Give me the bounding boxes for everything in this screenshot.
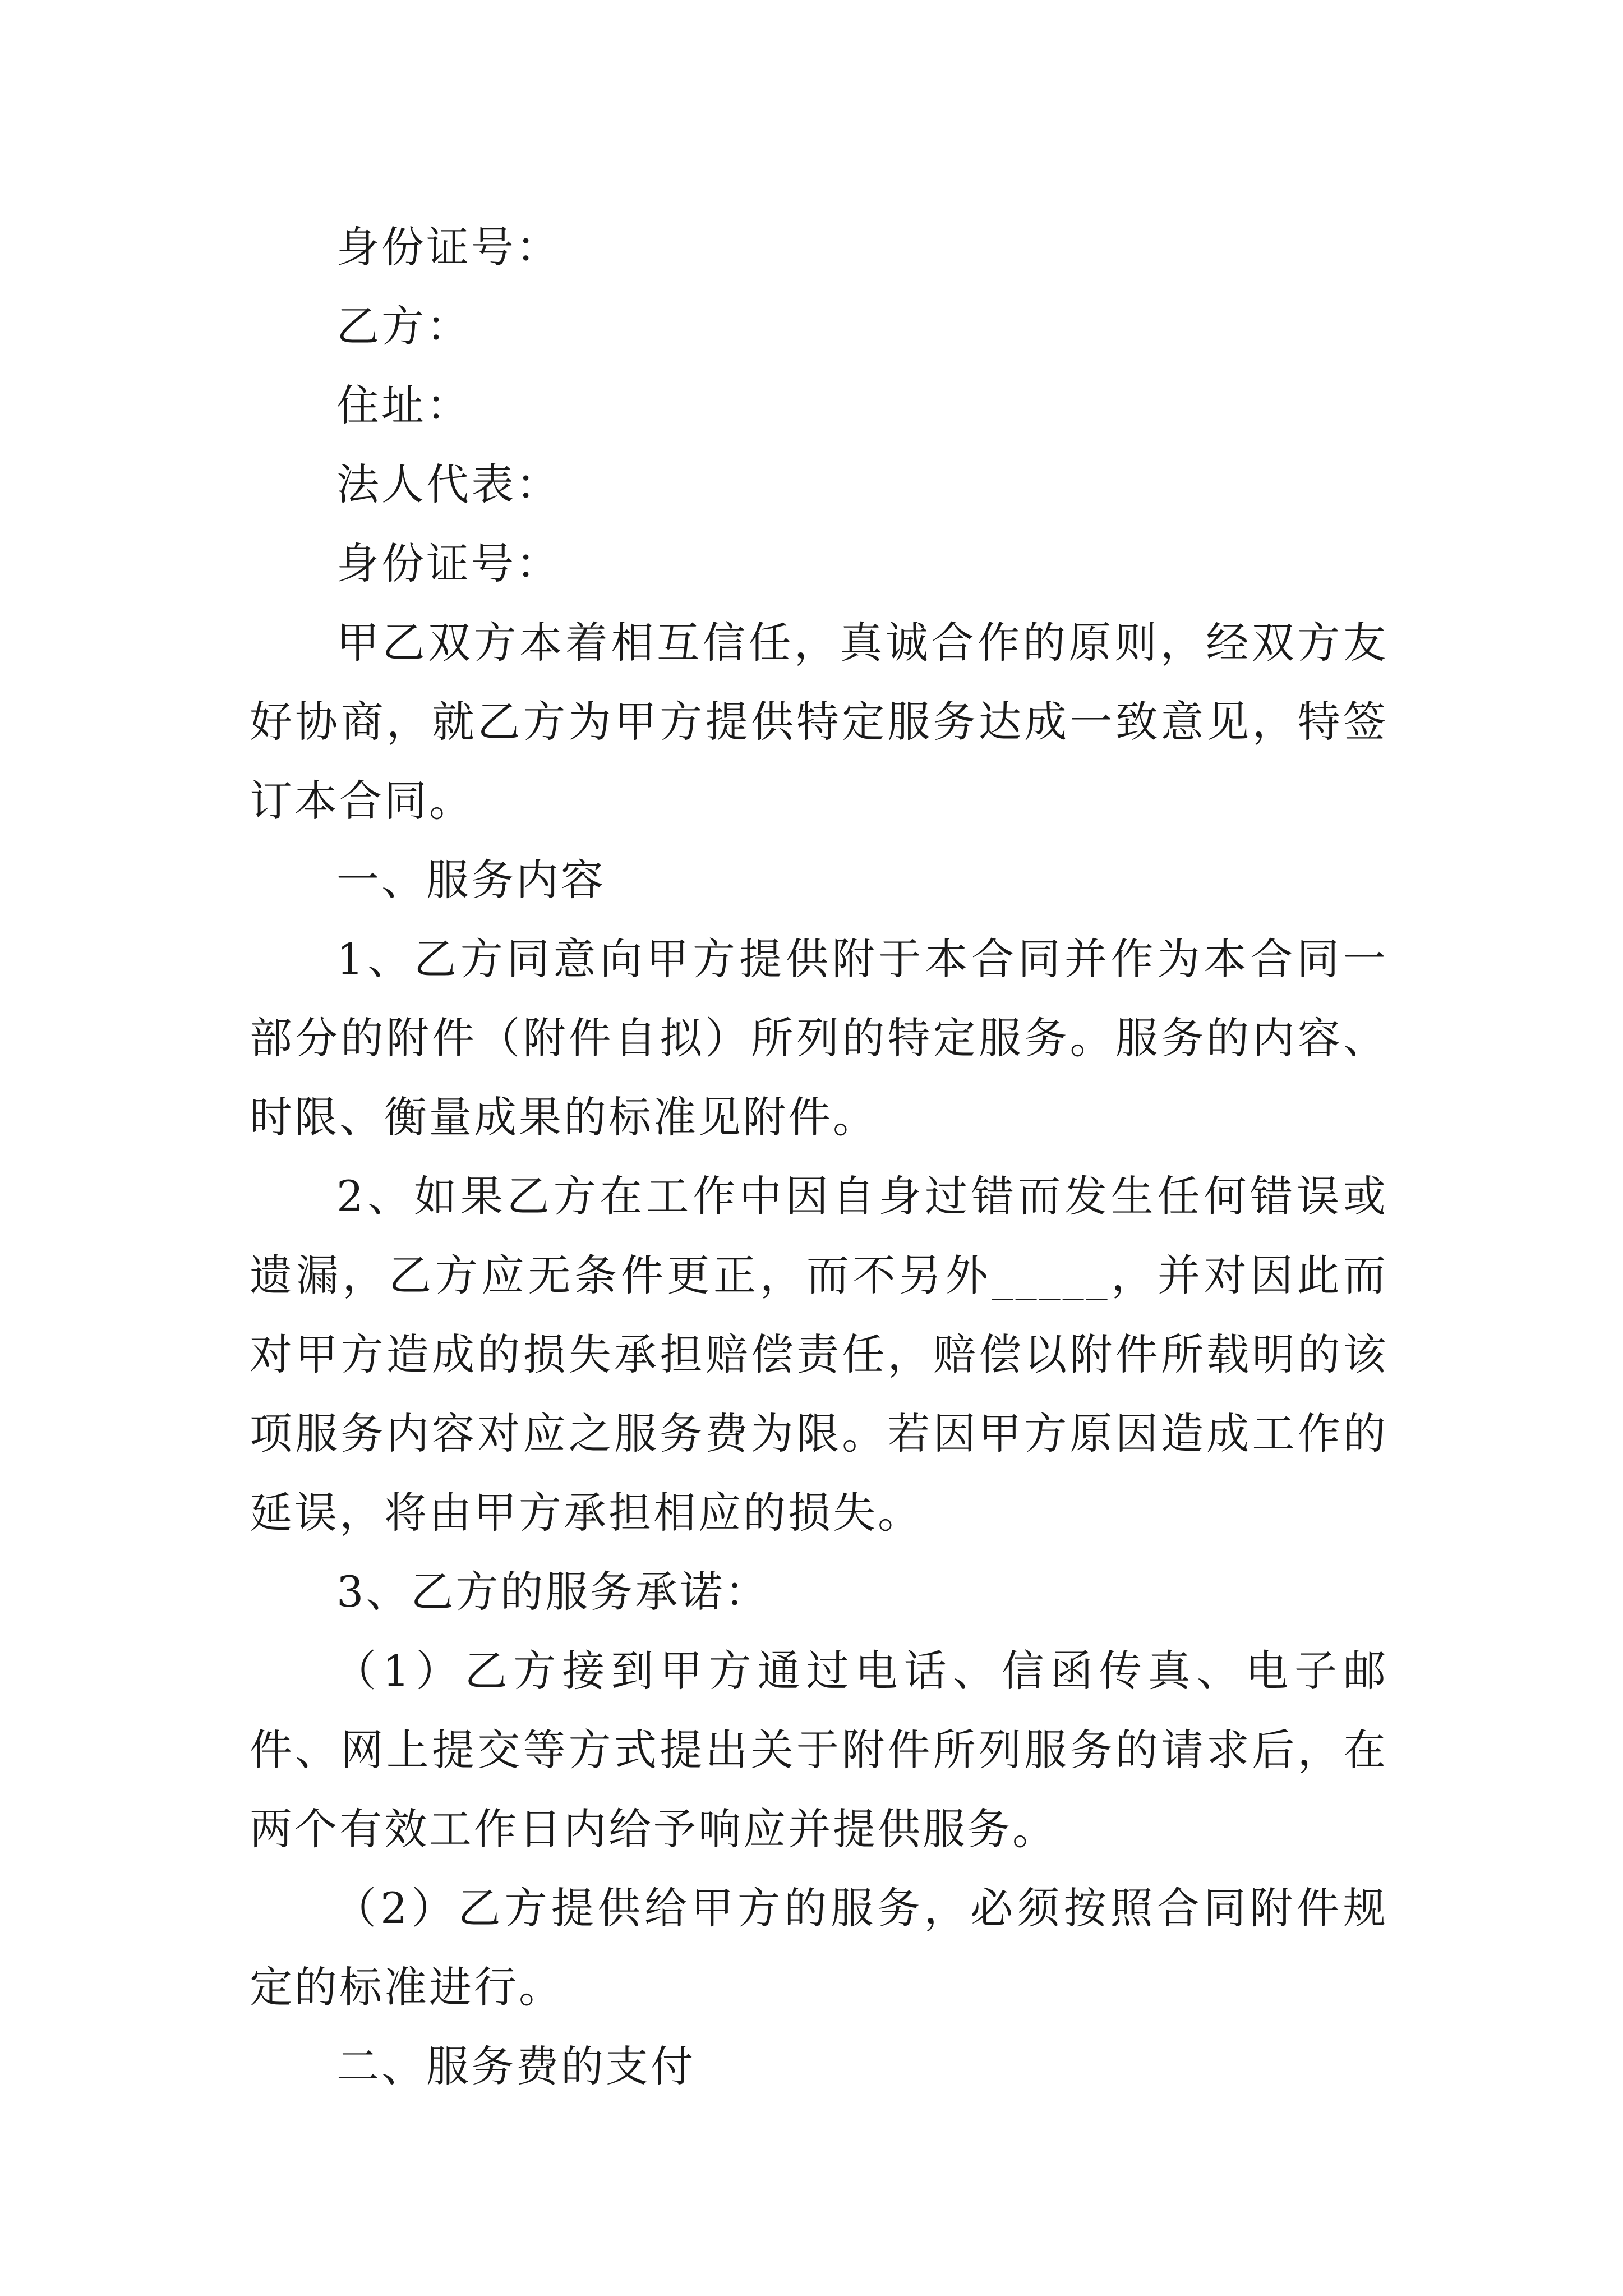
party-b-label: 乙方： [336,301,471,351]
clause-3-item-1: （1）乙方接到甲方通过电话、信函传真、电子邮件、网上提交等方式提出关于附件所列服务的请求后，在两个有效工作日内给予响应并提供服务。 [250,1646,1388,1854]
id-number-label-1: 身份证号： [336,222,561,272]
legal-representative-label: 法人代表： [336,459,561,509]
address-label: 住址： [336,380,471,430]
clause-1: 1、乙方同意向甲方提供附于本合同并作为本合同一部分的附件（附件自拟）所列的特定服务。服务的内容、时限、衡量成果的标准见附件。 [250,934,1388,1142]
section-2-title: 二、服务费的支付 [336,2041,695,2091]
intro-paragraph: 甲乙双方本着相互信任，真诚合作的原则，经双方友好协商，就乙方为甲方提供特定服务达成一致意见，特签订本合同。 [250,618,1388,826]
clause-3-title: 3、乙方的服务承诺： [336,1567,770,1617]
contract-body [250,208,1388,2106]
id-number-label-2: 身份证号： [336,539,561,588]
clause-3-item-2: （2）乙方提供给甲方的服务，必须按照合同附件规定的标准进行。 [250,1883,1388,2012]
section-1-title: 一、服务内容 [336,855,606,905]
clause-2: 2、如果乙方在工作中因自身过错而发生任何错误或遗漏，乙方应无条件更正，而不另外_____，并对因此而对甲方造成的损失承担赔偿责任，赔偿以附件所载明的该项服务内容对应之服务费为限。若因甲方原因造成工作的延误，将由甲方承担相应的损失。 [250,1171,1388,1538]
